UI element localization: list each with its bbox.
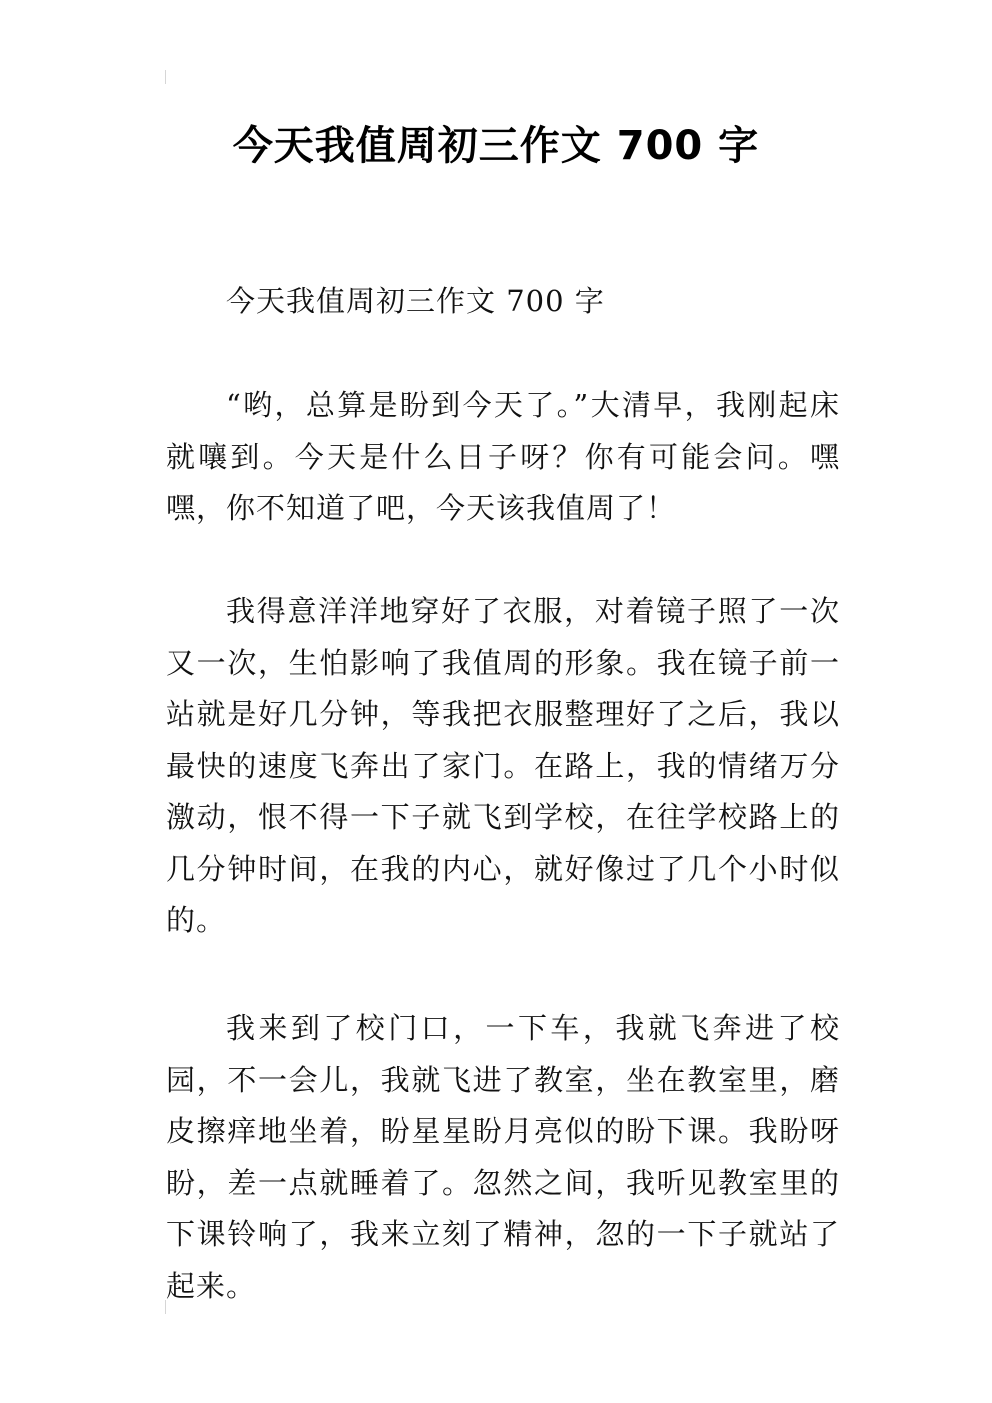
paragraph-2: 我得意洋洋地穿好了衣服，对着镜子照了一次又一次，生怕影响了我值周的形象。我在镜子前一站就是好几分钟，等我把衣服整理好了之后，我以最快的速度飞奔出了家门。在路上，我的情绪万分激动，恨不得一下子就飞到学校，在往学校路上的几分钟时间，在我的内心，就好像过了几个小时似的。 bbox=[166, 594, 840, 937]
page-corner-mark bbox=[165, 70, 166, 84]
paragraph-1: “哟，总算是盼到今天了。”大清早，我刚起床就嚷到。今天是什么日子呀？你有可能会问。嘿嘿，你不知道了吧，今天该我值周了！ bbox=[166, 388, 840, 525]
page-corner-mark bbox=[165, 1300, 166, 1314]
document-title: 今天我值周初三作文 700 字 bbox=[232, 123, 760, 169]
paragraph-3: 我来到了校门口，一下车，我就飞奔进了校园，不一会儿，我就飞进了教室，坐在教室里，磨皮擦痒地坐着，盼星星盼月亮似的盼下课。我盼呀盼，差一点就睡着了。忽然之间，我听见教室里的下课铃响了，我来立刻了精神，忽的一下子就站了起来。 bbox=[166, 1011, 840, 1303]
document-subtitle: 今天我值周初三作文 700 字 bbox=[226, 284, 605, 318]
